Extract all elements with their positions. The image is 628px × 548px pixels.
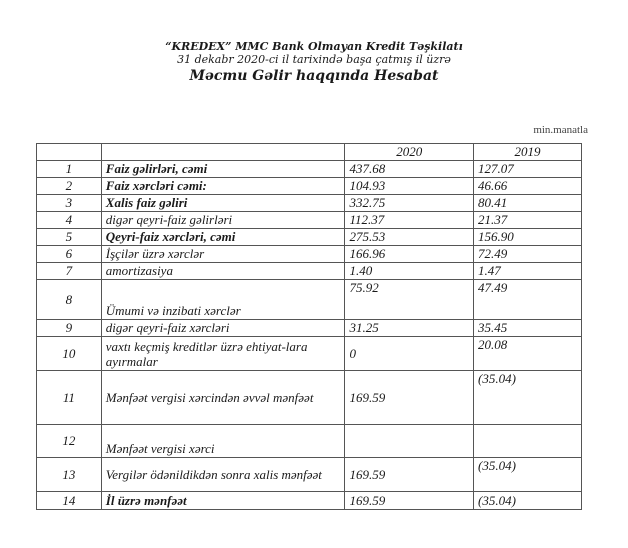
table-row xyxy=(37,178,582,195)
row-label: Xalis faiz gəliri xyxy=(101,195,345,212)
row-value-2020: 437.68 xyxy=(345,161,474,178)
report-header xyxy=(0,40,628,85)
income-statement-table xyxy=(36,143,582,510)
row-label: Ümumi və inzibati xərclər xyxy=(101,280,345,320)
header-2020: 2020 xyxy=(345,144,474,161)
row-label: Faiz xərcləri cəmi: xyxy=(101,178,345,195)
row-value-2020: 0 xyxy=(345,337,474,371)
row-num: 3 xyxy=(37,195,102,212)
table-row xyxy=(37,263,582,280)
row-num: 11 xyxy=(37,371,102,425)
table-header-row xyxy=(37,144,582,161)
table-row xyxy=(37,229,582,246)
row-num: 13 xyxy=(37,458,102,492)
header-num-cell xyxy=(37,144,102,161)
row-value-2019: 80.41 xyxy=(474,195,582,212)
header-label-cell xyxy=(101,144,345,161)
row-num: 14 xyxy=(37,492,102,510)
report-title: Məcmu Gəlir haqqında Hesabat xyxy=(189,68,439,84)
row-value-2019: 35.45 xyxy=(474,320,582,337)
table-row xyxy=(37,212,582,229)
row-num: 6 xyxy=(37,246,102,263)
row-value-2019: (35.04) xyxy=(474,371,582,425)
row-value-2019: 72.49 xyxy=(474,246,582,263)
unit-label: min.manatla xyxy=(533,124,588,136)
row-value-2020: 169.59 xyxy=(345,371,474,425)
row-label: digər qeyri-faiz xərcləri xyxy=(101,320,345,337)
table-row xyxy=(37,492,582,510)
row-value-2020: 31.25 xyxy=(345,320,474,337)
row-value-2019: 46.66 xyxy=(474,178,582,195)
row-num: 9 xyxy=(37,320,102,337)
row-value-2020: 169.59 xyxy=(345,492,474,510)
row-value-2019: 156.90 xyxy=(474,229,582,246)
row-label: İl üzrə mənfəət xyxy=(101,492,345,510)
row-label: Qeyri-faiz xərcləri, cəmi xyxy=(101,229,345,246)
row-num: 5 xyxy=(37,229,102,246)
row-label: İşçilər üzrə xərclər xyxy=(101,246,345,263)
table-row xyxy=(37,161,582,178)
row-num: 8 xyxy=(37,280,102,320)
table-row xyxy=(37,458,582,492)
row-value-2020: 275.53 xyxy=(345,229,474,246)
row-value-2020: 75.92 xyxy=(345,280,474,320)
row-label: Mənfəət vergisi xərci xyxy=(101,425,345,458)
row-value-2020: 104.93 xyxy=(345,178,474,195)
row-value-2019 xyxy=(474,425,582,458)
row-value-2019: 21.37 xyxy=(474,212,582,229)
period-line: 31 dekabr 2020-ci il tarixində başa çatmış il üzrə xyxy=(177,53,451,66)
row-value-2019: (35.04) xyxy=(474,458,582,492)
table-row xyxy=(37,320,582,337)
company-name: “KREDEX” MMC Bank Olmayan Kredit Təşkilatı xyxy=(165,40,463,53)
row-label: Mənfəət vergisi xərcindən əvvəl mənfəət xyxy=(101,371,345,425)
row-num: 2 xyxy=(37,178,102,195)
row-value-2020: 332.75 xyxy=(345,195,474,212)
table-row xyxy=(37,425,582,458)
row-num: 12 xyxy=(37,425,102,458)
row-label: vaxtı keçmiş kreditlər üzrə ehtiyat-lara ayırmalar xyxy=(101,337,345,371)
row-num: 1 xyxy=(37,161,102,178)
table-row xyxy=(37,280,582,320)
row-value-2020 xyxy=(345,425,474,458)
row-value-2019: 127.07 xyxy=(474,161,582,178)
table-row xyxy=(37,371,582,425)
header-2019: 2019 xyxy=(474,144,582,161)
table-row xyxy=(37,195,582,212)
row-num: 10 xyxy=(37,337,102,371)
row-num: 7 xyxy=(37,263,102,280)
row-label: digər qeyri-faiz gəlirləri xyxy=(101,212,345,229)
row-value-2020: 166.96 xyxy=(345,246,474,263)
row-label: Vergilər ödənildikdən sonra xalis mənfəət xyxy=(101,458,345,492)
row-value-2019: 1.47 xyxy=(474,263,582,280)
row-num: 4 xyxy=(37,212,102,229)
row-label: amortizasiya xyxy=(101,263,345,280)
row-value-2019: 47.49 xyxy=(474,280,582,320)
row-value-2019: (35.04) xyxy=(474,492,582,510)
row-label: Faiz gəlirləri, cəmi xyxy=(101,161,345,178)
row-value-2020: 1.40 xyxy=(345,263,474,280)
table-row xyxy=(37,246,582,263)
row-value-2019: 20.08 xyxy=(474,337,582,371)
row-value-2020: 112.37 xyxy=(345,212,474,229)
table-row xyxy=(37,337,582,371)
row-value-2020: 169.59 xyxy=(345,458,474,492)
